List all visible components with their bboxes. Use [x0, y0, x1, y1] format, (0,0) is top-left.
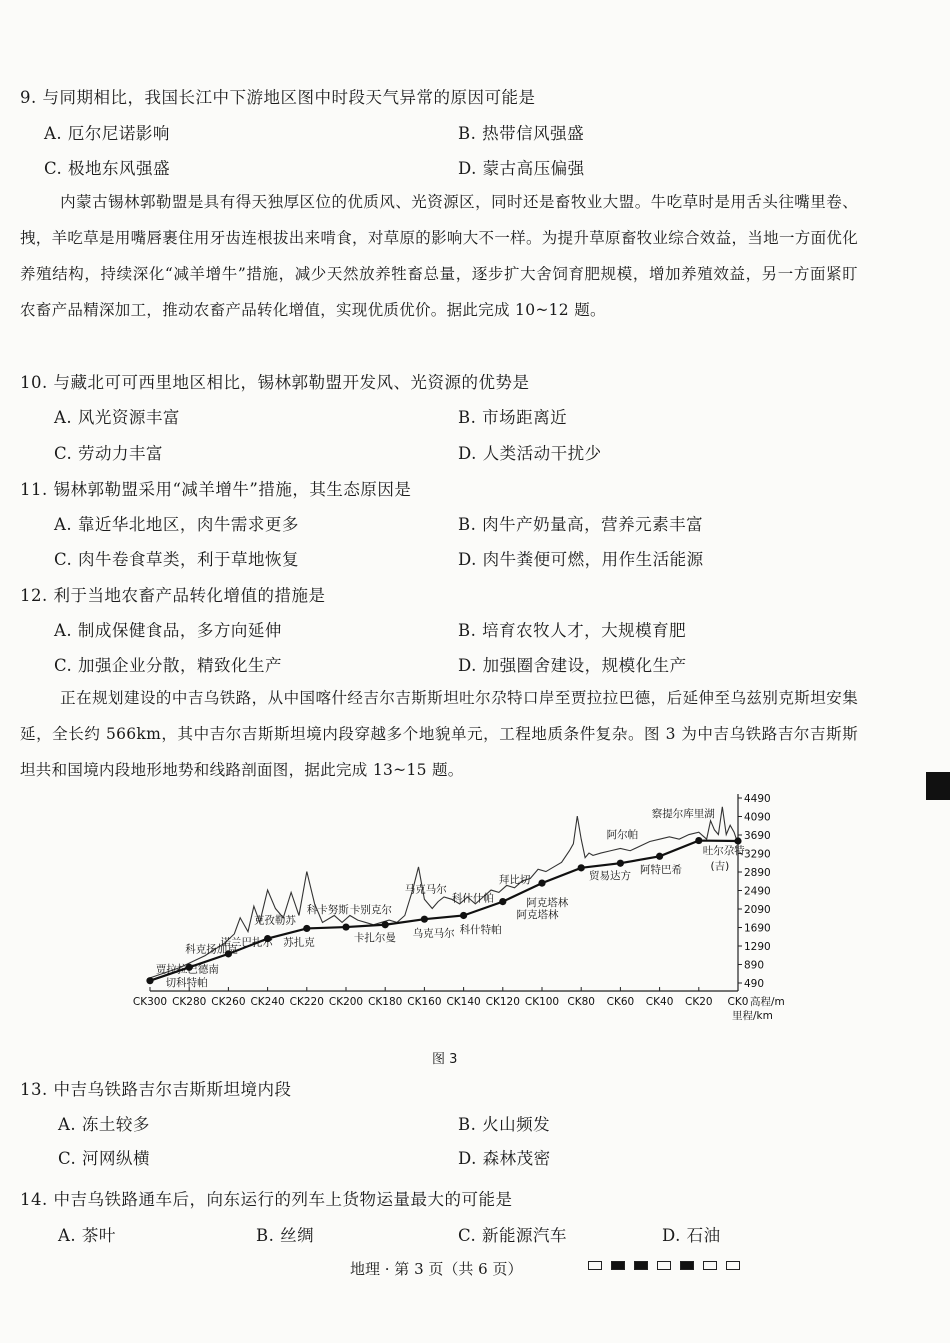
q10-option-c: C. 劳动力丰富 — [54, 444, 164, 463]
passage-xilingol — [20, 184, 858, 328]
station-marker — [342, 923, 349, 930]
q14-option-c: C. 新能源汽车 — [458, 1226, 568, 1245]
q9-option-d: D. 蒙古高压偏强 — [458, 159, 585, 178]
station-label: 科卡努斯 — [306, 904, 349, 917]
station-label: 阿克塔林 — [516, 908, 559, 921]
station-label: 察提尔库里湖 — [651, 807, 715, 820]
passage-railway-text: 正在规划建设的中吉乌铁路，从中国喀什经吉尔吉斯斯坦吐尔尕特口岸至贾拉拉巴德，后延伸至乌兹别克斯坦安集延，全长约 566km，其中吉尔吉斯斯坦境内段穿越多个地貌单元，工程地质条件复杂。图 3 为中吉乌铁路吉尔吉斯斯坦共和国境内段地形地势和线路剖面图，据此完成 13~15 题。 — [20, 689, 858, 779]
station-marker — [146, 977, 153, 984]
terrain-profile-chart — [80, 788, 800, 1038]
x-tick-label: CK220 — [289, 996, 324, 1008]
question-13-stem: 13. 中吉乌铁路吉尔吉斯斯坦境内段 — [20, 1080, 292, 1099]
page-mark-filled — [611, 1261, 625, 1270]
page-mark — [657, 1261, 671, 1270]
scan-edge-block — [926, 772, 950, 800]
q10-option-a: A. 风光资源丰富 — [54, 408, 180, 427]
x-tick-label: CK40 — [645, 996, 674, 1008]
station-marker — [734, 837, 741, 844]
q14-option-d: D. 石油 — [662, 1226, 721, 1245]
q9-option-a: A. 厄尔尼诺影响 — [44, 124, 170, 143]
station-label: 苏扎克 — [283, 936, 315, 949]
x-tick-label: CK160 — [407, 996, 442, 1008]
x-tick-label: CK180 — [368, 996, 403, 1008]
passage-railway — [20, 680, 858, 788]
station-label: 拜比切 — [498, 874, 531, 887]
q13-option-a: A. 冻土较多 — [58, 1115, 150, 1134]
q10-option-b: B. 市场距离近 — [458, 408, 568, 427]
y-tick-label: 490 — [744, 978, 765, 990]
q9-option-c: C. 极地东风强盛 — [44, 159, 171, 178]
y-tick-label: 2090 — [744, 904, 771, 916]
station-label: 乌克马尔 — [412, 927, 455, 940]
question-10-stem: 10. 与藏北可可西里地区相比，锡林郭勒盟开发风、光资源的优势是 — [20, 373, 530, 392]
q10-option-d: D. 人类活动干扰少 — [458, 444, 602, 463]
q14-option-a: A. 茶叶 — [58, 1226, 116, 1245]
y-tick-label: 890 — [744, 959, 765, 972]
figure-caption: 图 3 — [432, 1052, 458, 1067]
station-marker — [695, 837, 702, 844]
q9-option-b: B. 热带信风强盛 — [458, 124, 585, 143]
station-label: 科什什帕 — [451, 892, 494, 905]
x-tick-label: CK20 — [685, 996, 713, 1008]
x-tick-label: CK200 — [328, 996, 364, 1008]
q12-option-d: D. 加强圈舍建设，规模化生产 — [458, 656, 687, 675]
station-marker — [499, 898, 506, 905]
x-tick-label: CK100 — [524, 996, 560, 1008]
q13-option-b: B. 火山频发 — [458, 1115, 551, 1134]
station-label: 贸易达方 — [589, 869, 632, 882]
q11-option-d: D. 肉牛粪便可燃，用作生活能源 — [458, 550, 704, 569]
x-tick-label: CK260 — [211, 996, 246, 1008]
y-tick-label: 3290 — [744, 848, 771, 861]
station-label: (吉) — [710, 860, 730, 873]
station-marker — [617, 860, 624, 867]
station-label: 科克扬加克 — [185, 943, 238, 956]
station-label: 阿特巴希 — [640, 863, 682, 876]
q11-option-a: A. 靠近华北地区，肉牛需求更多 — [54, 515, 299, 534]
page-mark — [703, 1261, 717, 1270]
x-tick-label: CK280 — [172, 996, 207, 1008]
x-tick-label: CK120 — [485, 996, 520, 1008]
station-label: 诺兰巴扎尔 — [220, 936, 274, 949]
page-mark-filled — [634, 1261, 648, 1270]
passage-xilingol-text: 内蒙古锡林郭勒盟是具有得天独厚区位的优质风、光资源区，同时还是畜牧业大盟。牛吃草时是用舌头往嘴里卷、拽，羊吃草是用嘴唇裹住用牙齿连根拔出来啃食，对草原的影响大不一样。为提升草原畜牧业综合效益，当地一方面优化养殖结构，持续深化“减羊增牛”措施，减少天然放养牲畜总量，逐步扩大舍饲育肥规模，增加养殖效益，另一方面紧盯农畜产品精深加工，推动农畜产品转化增值，实现优质优价。据此完成 10~12 题。 — [20, 193, 858, 319]
y-tick-label: 4090 — [744, 811, 771, 824]
y-tick-label: 3690 — [744, 830, 771, 842]
q12-option-c: C. 加强企业分散，精致化生产 — [54, 656, 283, 675]
route-line — [150, 841, 738, 981]
x-tick-label: CK140 — [446, 996, 481, 1008]
station-marker — [656, 853, 663, 860]
y-tick-label: 1690 — [744, 922, 771, 935]
page-footer: 地理 · 第 3 页（共 6 页） — [350, 1260, 523, 1278]
station-marker — [538, 880, 545, 887]
q11-option-c: C. 肉牛卷食草类，利于草地恢复 — [54, 550, 300, 569]
station-marker — [421, 916, 428, 923]
station-label: 切科特帕 — [165, 977, 208, 990]
x-tick-label: CK80 — [567, 996, 595, 1008]
station-label: 阿尔帕 — [606, 829, 639, 842]
question-12-stem: 12. 利于当地农畜产品转化增值的措施是 — [20, 586, 326, 605]
station-label: 科什特帕 — [459, 924, 502, 937]
q12-option-a: A. 制成保健食品，多方向延伸 — [54, 621, 282, 640]
q13-option-d: D. 森林茂密 — [458, 1149, 551, 1168]
x-tick-label: CK60 — [606, 996, 635, 1008]
y-tick-label: 4490 — [744, 793, 771, 805]
station-label: 贾拉拉巴德南 — [155, 963, 219, 976]
x-axis-label: 里程/km — [732, 1010, 773, 1022]
y-tick-label: 1290 — [744, 941, 771, 953]
page-mark-filled — [680, 1261, 694, 1270]
q13-option-c: C. 河网纵横 — [58, 1149, 151, 1168]
question-14-stem: 14. 中吉乌铁路通车后，向东运行的列车上货物运量最大的可能是 — [20, 1190, 513, 1209]
station-marker — [460, 912, 467, 919]
station-marker — [382, 921, 389, 928]
station-label: 吐尔尕特 — [702, 844, 745, 857]
station-label: 卡别克尔 — [349, 904, 392, 917]
y-axis-label: 高程/m — [750, 996, 785, 1008]
x-tick-label: CK0 — [727, 996, 749, 1008]
station-marker — [578, 864, 585, 871]
station-label: 克孜勒苏 — [253, 914, 296, 927]
question-11-stem: 11. 锡林郭勒盟采用“减羊增牛”措施，其生态原因是 — [20, 480, 412, 499]
page-mark — [726, 1261, 740, 1270]
y-tick-label: 2890 — [744, 867, 771, 879]
q11-option-b: B. 肉牛产奶量高，营养元素丰富 — [458, 515, 704, 534]
station-label: 马克马尔 — [404, 883, 447, 896]
station-label: 阿克塔林 — [526, 897, 569, 910]
x-tick-label: CK300 — [132, 996, 168, 1008]
station-label: 卡扎尔曼 — [353, 931, 396, 944]
question-9-stem: 9. 与同期相比，我国长江中下游地区图中时段天气异常的原因可能是 — [20, 88, 536, 107]
x-tick-label: CK240 — [250, 996, 285, 1008]
q14-option-b: B. 丝绸 — [256, 1226, 315, 1245]
q12-option-b: B. 培育农牧人才，大规模育肥 — [458, 621, 687, 640]
page-mark — [588, 1261, 602, 1270]
y-tick-label: 2490 — [744, 885, 771, 898]
page-marks — [588, 1261, 740, 1270]
station-marker — [303, 925, 310, 932]
